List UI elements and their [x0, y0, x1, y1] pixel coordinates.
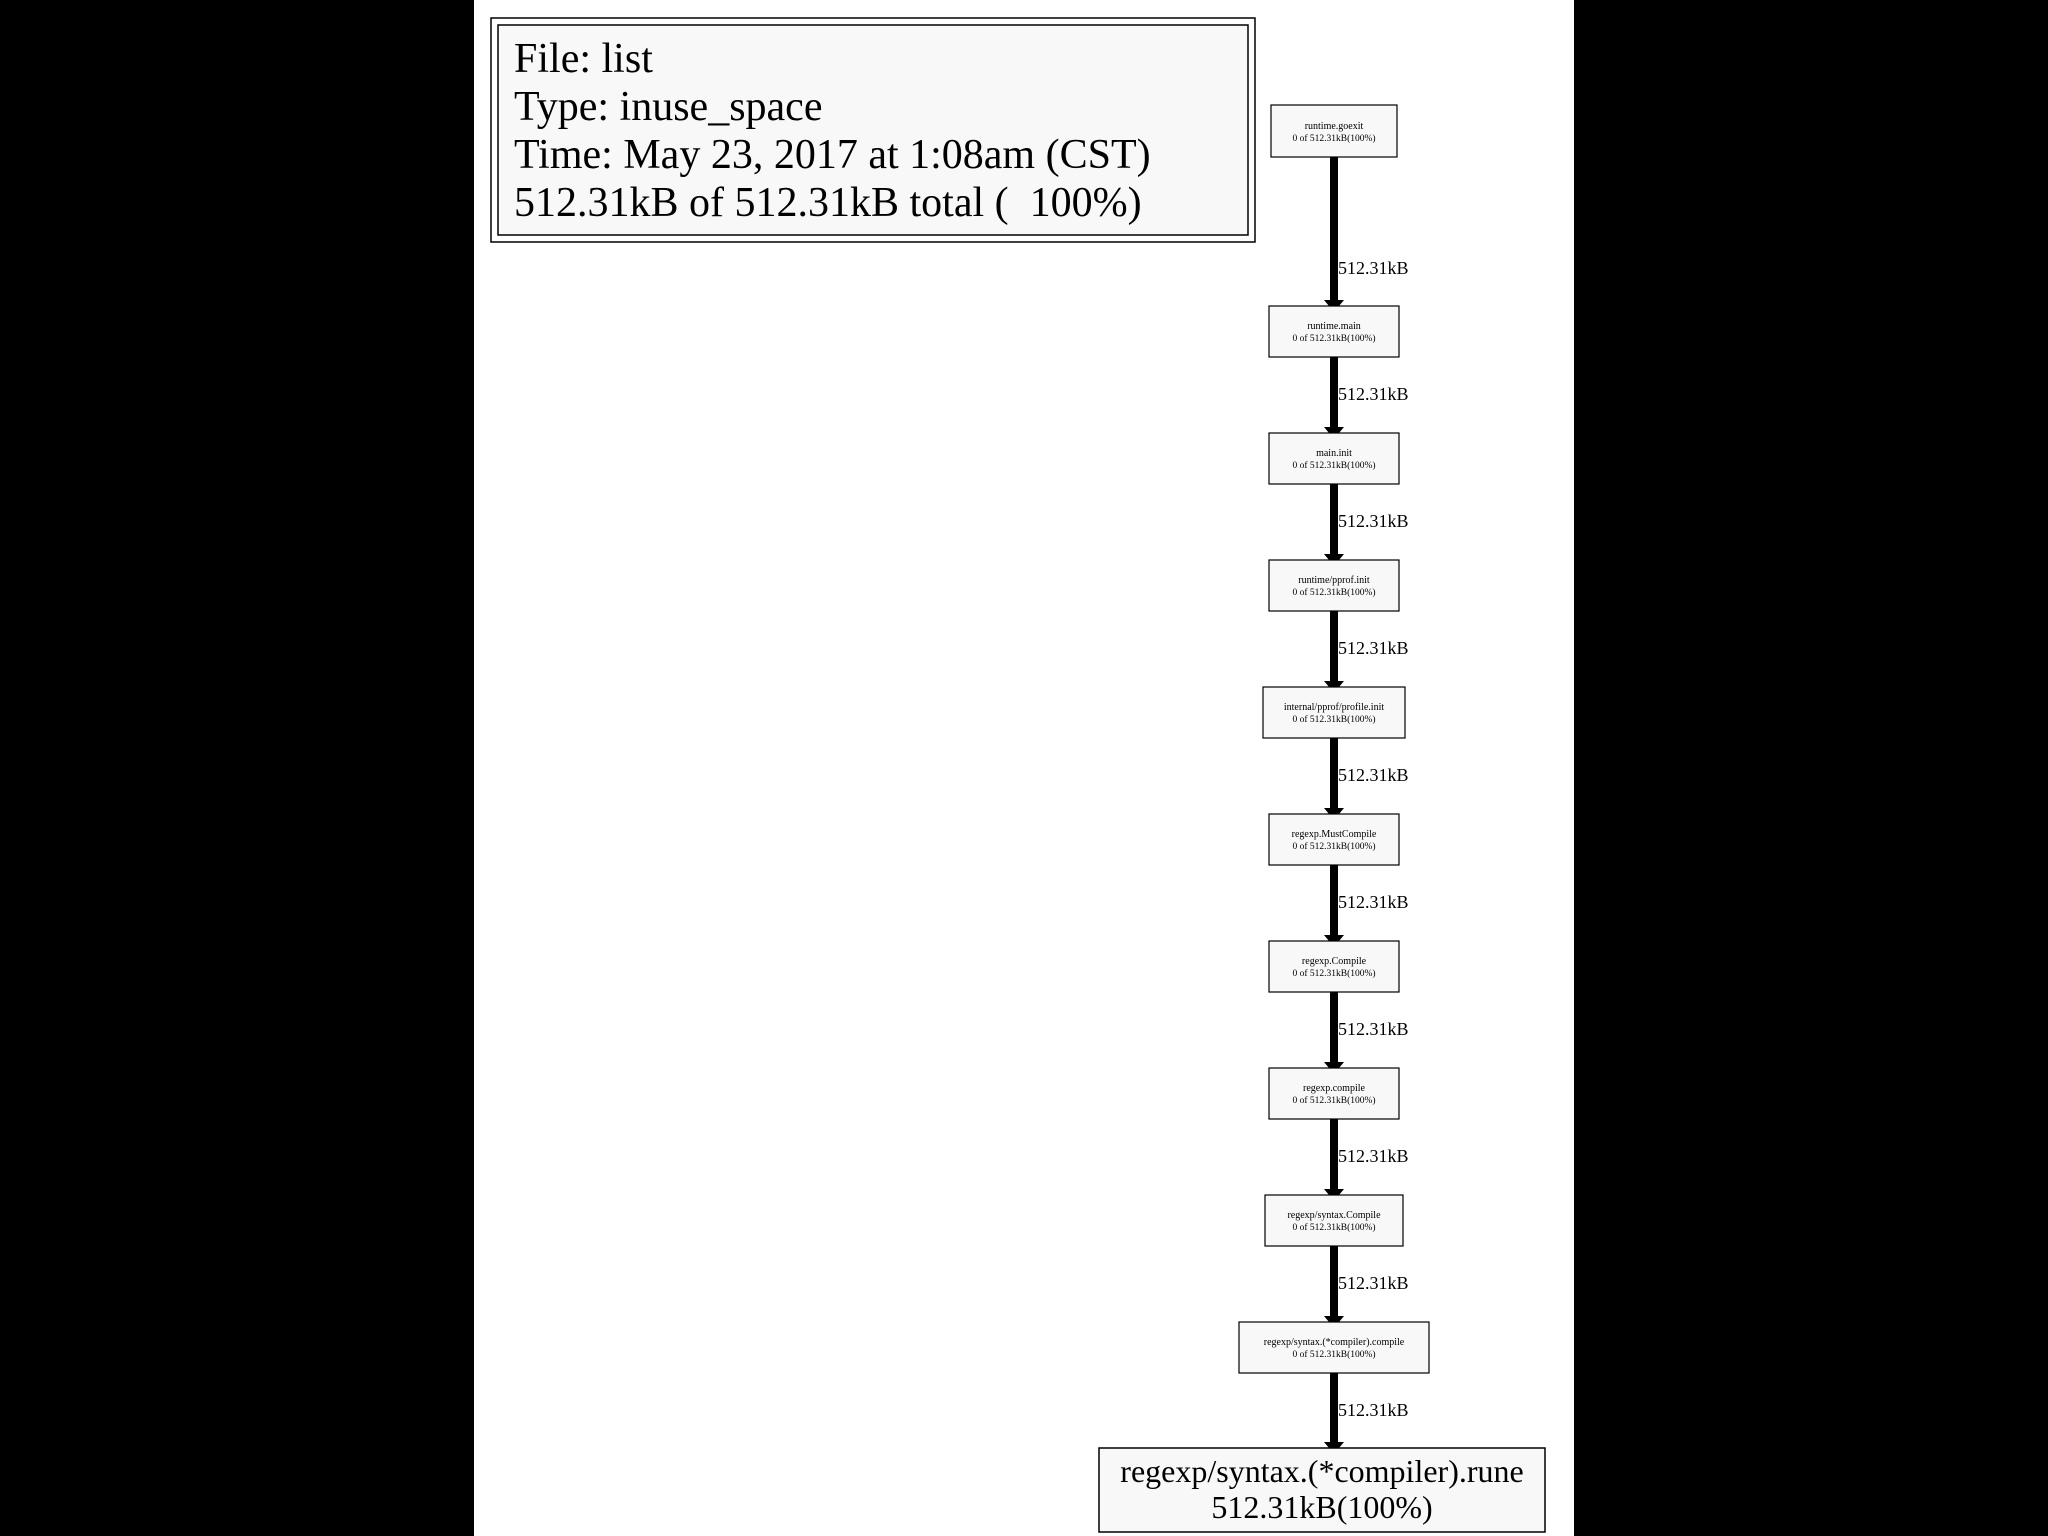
edge [1324, 157, 1409, 312]
graph-node-leaf [1099, 1448, 1545, 1532]
graph-node [1239, 1322, 1429, 1373]
edge [1324, 1373, 1409, 1454]
edge-label: 512.31kB [1338, 1400, 1409, 1420]
edge-label: 512.31kB [1338, 1019, 1409, 1039]
node-name: regexp/syntax.Compile [1287, 1210, 1381, 1221]
edge [1324, 484, 1409, 566]
edge-label: 512.31kB [1338, 892, 1409, 912]
legend-box [491, 18, 1255, 242]
graph-node [1269, 306, 1399, 357]
edge-label: 512.31kB [1338, 1273, 1409, 1293]
edge-label: 512.31kB [1338, 765, 1409, 785]
legend-time: Time: May 23, 2017 at 1:08am (CST) [514, 132, 1151, 178]
node-value: 0 of 512.31kB(100%) [1292, 715, 1376, 725]
edge [1324, 1246, 1409, 1328]
legend-total: 512.31kB of 512.31kB total ( 100%) [514, 180, 1142, 226]
node-name: regexp/syntax.(*compiler).rune [1120, 1453, 1524, 1489]
graph-node [1269, 560, 1399, 611]
graph-node [1269, 433, 1399, 484]
node-value: 0 of 512.31kB(100%) [1292, 1096, 1376, 1106]
node-name: regexp.Compile [1301, 956, 1367, 967]
node-name: regexp.compile [1303, 1083, 1365, 1094]
node-name: regexp/syntax.(*compiler).compile [1263, 1337, 1405, 1348]
call-graph [474, 0, 1574, 1536]
edge-label: 512.31kB [1338, 1146, 1409, 1166]
edge [1324, 1119, 1409, 1201]
node-value: 0 of 512.31kB(100%) [1292, 588, 1376, 598]
node-value: 0 of 512.31kB(100%) [1292, 461, 1376, 471]
node-value: 0 of 512.31kB(100%) [1292, 969, 1376, 979]
node-name: runtime.goexit [1304, 121, 1364, 132]
graph-node [1269, 814, 1399, 865]
graph-node [1265, 1195, 1403, 1246]
node-name: runtime/pprof.init [1298, 575, 1370, 586]
edge [1324, 992, 1409, 1074]
node-name: runtime.main [1307, 321, 1361, 332]
edge-label: 512.31kB [1338, 511, 1409, 531]
node-name: regexp.MustCompile [1291, 829, 1377, 840]
node-value: 0 of 512.31kB(100%) [1292, 1223, 1376, 1233]
node-name: internal/pprof/profile.init [1283, 702, 1385, 713]
node-value: 0 of 512.31kB(100%) [1292, 134, 1376, 144]
node-value: 512.31kB(100%) [1211, 1489, 1433, 1525]
legend-type: Type: inuse_space [514, 84, 823, 130]
graph-node [1269, 941, 1399, 992]
graph-node [1271, 105, 1397, 157]
node-name: main.init [1316, 448, 1352, 459]
graph-node [1269, 1068, 1399, 1119]
legend-file: File: list [514, 36, 653, 82]
edge-label: 512.31kB [1338, 638, 1409, 658]
edge [1324, 738, 1409, 820]
node-value: 0 of 512.31kB(100%) [1292, 842, 1376, 852]
edge [1324, 611, 1409, 693]
profile-graph-canvas [474, 0, 1574, 1536]
edge [1324, 357, 1409, 439]
graph-node [1263, 687, 1405, 738]
edge-label: 512.31kB [1338, 258, 1409, 278]
edge-label: 512.31kB [1338, 384, 1409, 404]
edge [1324, 865, 1409, 947]
node-value: 0 of 512.31kB(100%) [1292, 1350, 1376, 1360]
node-value: 0 of 512.31kB(100%) [1292, 334, 1376, 344]
